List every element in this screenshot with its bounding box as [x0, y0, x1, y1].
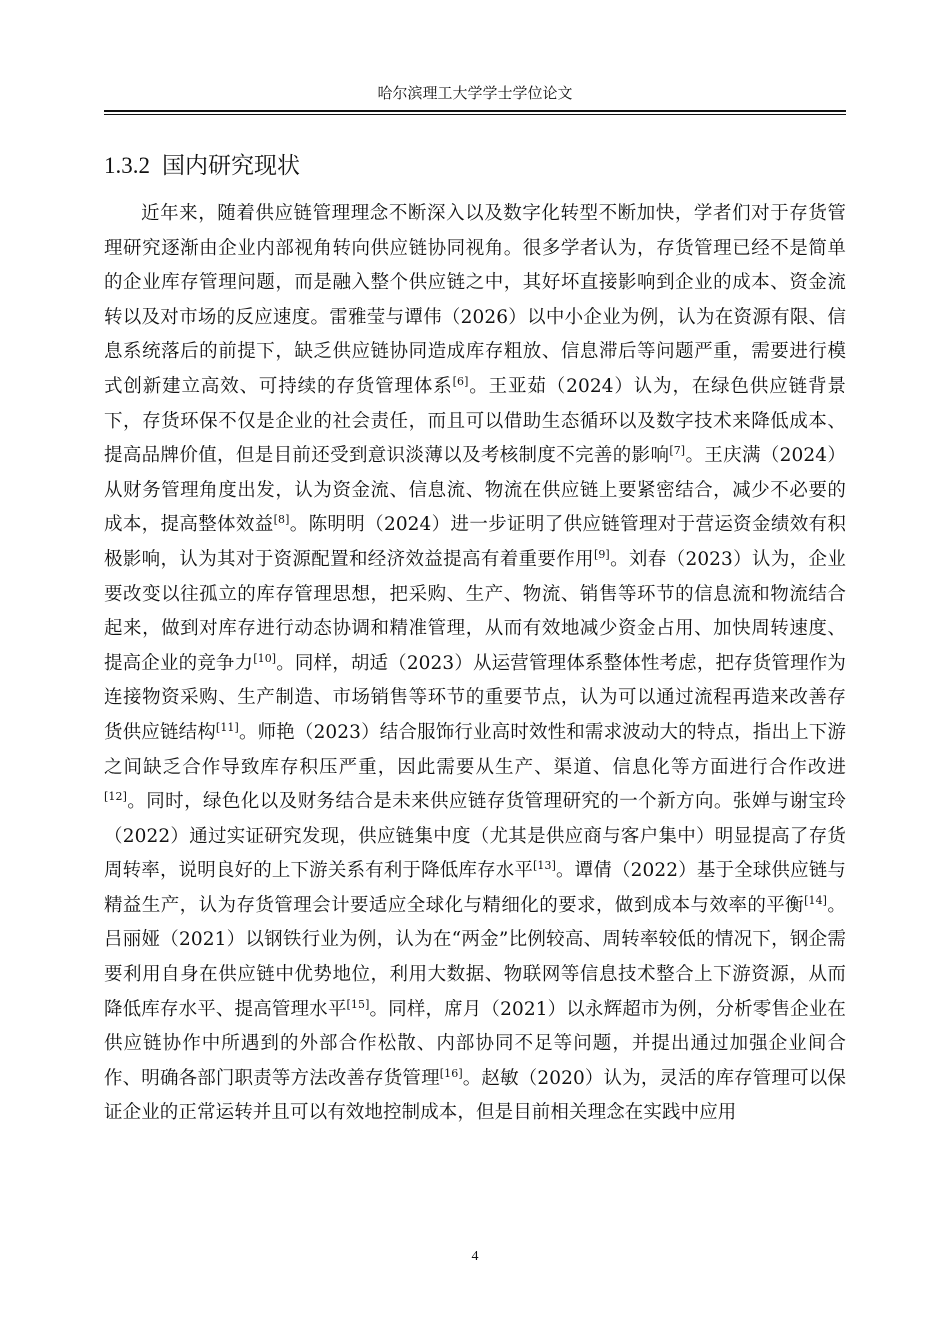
citation-ref: [10] [253, 651, 277, 665]
text-segment: 。谭倩（2022）基于全球供应链与精益生产，认为存货管理会计要适应全球化与精细化的要求，做到成本与效率的平衡 [104, 860, 846, 916]
paragraph [104, 197, 846, 1131]
body-text [104, 197, 846, 1131]
text-segment: 。同样，席月（2021）以永辉超市为例，分析零售企业在供应链协作中所遇到的外部合作松散、内部协同不足等问题，并提出通过加强企业间合作、明确各部门职责等方法改善存货管理 [104, 998, 846, 1089]
citation-ref: [8] [273, 513, 290, 527]
text-segment: 。王庆满（2024）从财务管理角度出发，认为资金流、信息流、物流在供应链上要紧密结合，减少不必要的成本，提高整体效益 [104, 445, 846, 536]
text-segment: 。同样，胡适（2023）从运营管理体系整体性考虑，把存货管理作为连接物资采购、生产制造、市场销售等环节的重要节点，认为可以通过流程再造来改善存货供应链结构 [104, 652, 846, 743]
text-segment: 。赵敏（2020）认为，灵活的库存管理可以保证企业的正常运转并且可以有效地控制成本，但是目前相关理念在实践中应用 [104, 1067, 846, 1124]
text-segment: 近年来，随着供应链管理理念不断深入以及数字化转型不断加快，学者们对于存货管理研究逐渐由企业内部视角转向供应链协同视角。很多学者认为，存货管理已经不是简单的企业库存管理问题，而是融入整个供应链之中，其好坏直接影响到企业的成本、资金流转以及对市场的反应速度。雷雅莹与谭伟（2026）以中小企业为例，认为在资源有限、信息系统落后的前提下，缺乏供应链协同造成库存粗放、信息滞后等问题严重，需要进行模式创新建立高效、可持续的存货管理体系 [104, 203, 846, 397]
citation-ref: [12] [104, 790, 127, 804]
text-segment: 。王亚茹（2024）认为，在绿色供应链背景下，存货环保不仅是企业的社会责任，而且可以借助生态循环以及数字技术来降低成本、提高品牌价值，但是目前还受到意识淡薄以及考核制度不完善的影响 [104, 375, 846, 467]
citation-ref: [6] [452, 374, 469, 388]
citation-ref: [13] [533, 859, 556, 873]
text-segment: 。刘春（2023）认为，企业要改变以往孤立的库存管理思想，把采购、生产、物流、销售等环节的信息流和物流结合起来，做到对库存进行动态协调和精准管理，从而有效地减少资金占用、加快周转速度、提高企业的竞争力 [104, 548, 846, 674]
header-rule-secondary [104, 114, 846, 115]
section-title: 国内研究现状 [162, 153, 300, 179]
header-rule [104, 110, 846, 112]
section-number: 1.3.2 [104, 153, 150, 178]
text-segment: 。同时，绿色化以及财务结合是未来供应链存货管理研究的一个新方向。张婵与谢宝玲（2022）通过实证研究发现，供应链集中度（尤其是供应商与客户集中）明显提高了存货周转率，说明良好的上下游关系有利于降低库存水平 [104, 791, 846, 882]
running-header: 哈尔滨理工大学学士学位论文 [377, 84, 573, 102]
section-heading [104, 150, 300, 182]
citation-ref: [7] [669, 444, 686, 458]
text-segment: 。陈明明（2024）进一步证明了供应链管理对于营运资金绩效有积极影响，认为其对于资源配置和经济效益提高有着重要作用 [104, 514, 846, 570]
citation-ref: [9] [593, 547, 610, 561]
citation-ref: [16] [439, 1066, 463, 1080]
text-segment: 。师艳（2023）结合服饰行业高时效性和需求波动大的特点，指出上下游之间缺乏合作导致库存积压严重，因此需要从生产、渠道、信息化等方面进行合作改进 [104, 721, 846, 778]
citation-ref: [14] [804, 893, 828, 907]
citation-ref: [11] [215, 720, 239, 734]
citation-ref: [15] [346, 997, 370, 1011]
text-segment: 。吕丽娅（2021）以钢铁行业为例，认为在“两金”比例较高、周转率较低的情况下，钢企需要利用自身在供应链中优势地位，利用大数据、物联网等信息技术整合上下游资源，从而降低库存水平、提高管理水平 [104, 894, 846, 1020]
page-number: 4 [471, 1249, 479, 1264]
